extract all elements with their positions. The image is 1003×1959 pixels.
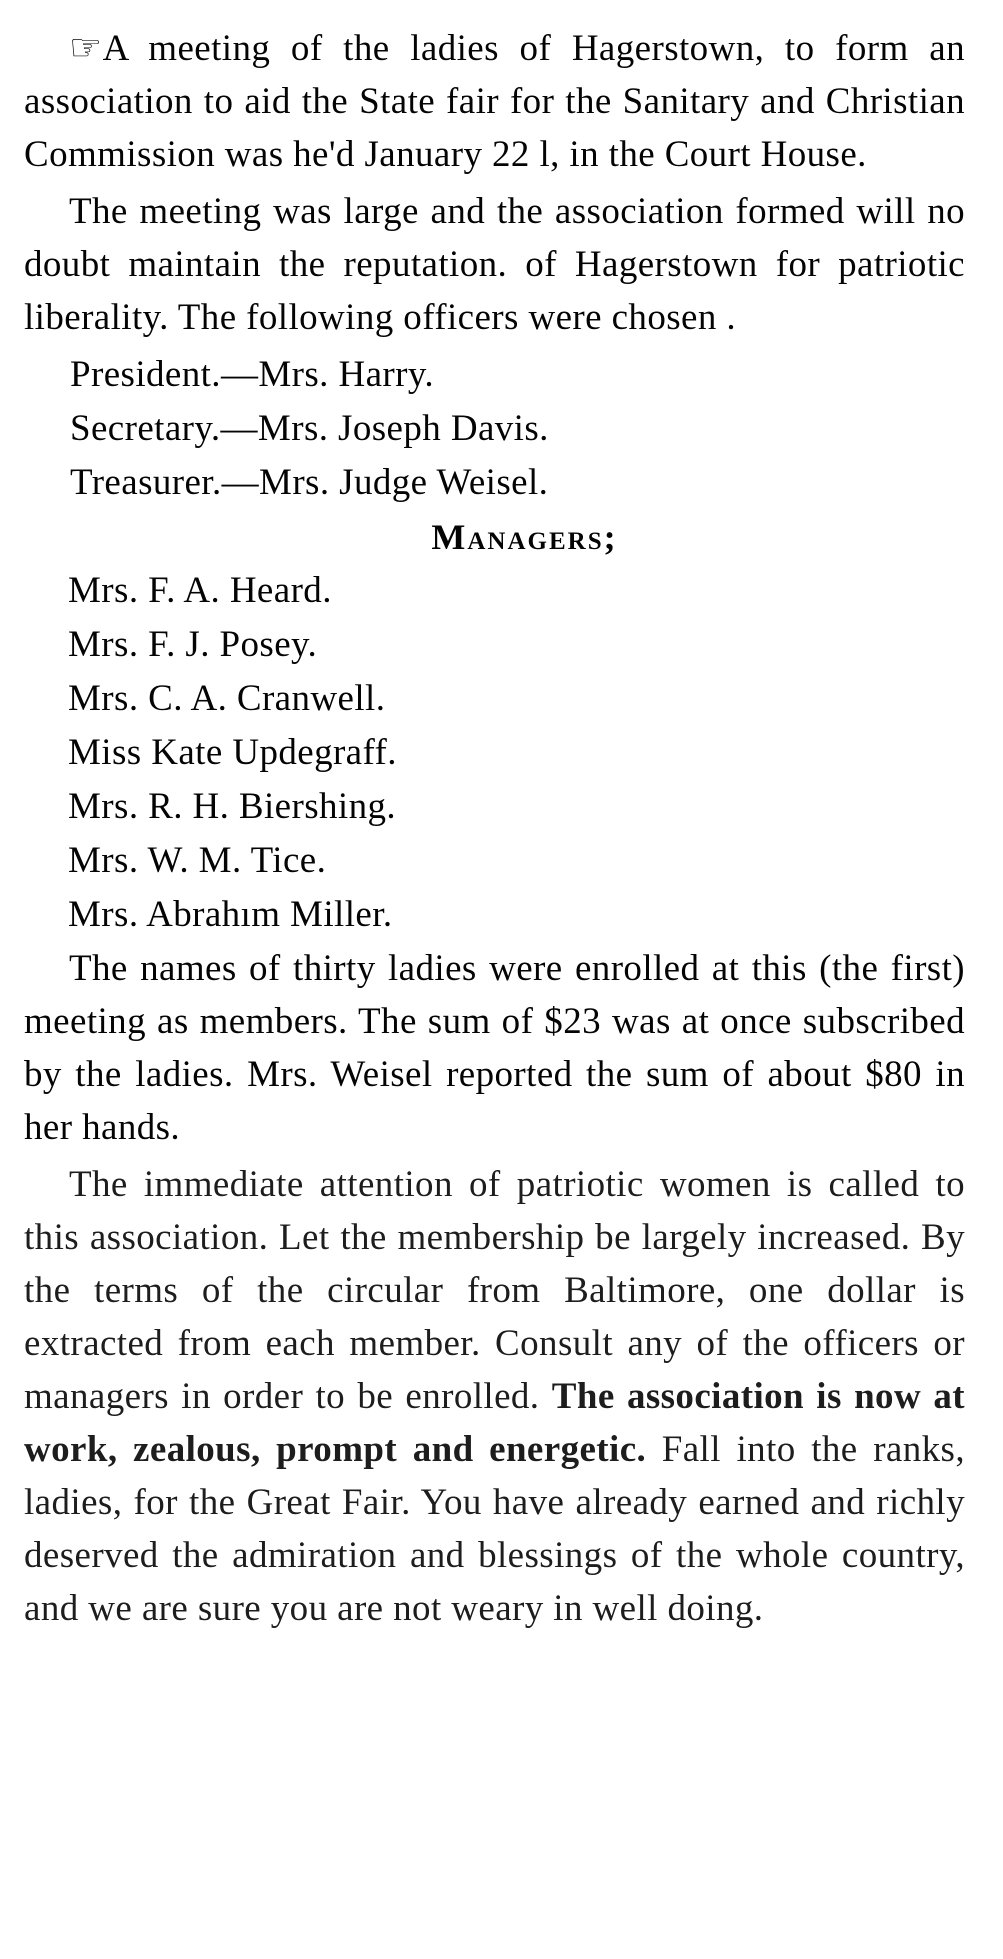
appeal-text-start: The immediate attention of patriotic women is called to this association. Let the membership be largely increased. By the terms of the circular from Baltimore, one dollar is extracted from each member. Consult any of the officers or managers in order to be enrolled. bbox=[24, 1164, 965, 1417]
intro-text: A meeting of the ladies of Hagerstown, to form an association to aid the State fair for the Sanitary and Christian Commission was he'd January 22 l, in the Court House. bbox=[24, 28, 965, 175]
appeal-text-bold: The association is now at work, zealous, prompt and energetic. bbox=[24, 1376, 965, 1470]
manager-item: Mrs. F. A. Heard. bbox=[68, 570, 332, 611]
members-paragraph: The names of thirty ladies were enrolled at this (the first) meeting as members. The sum of $23 was at once subscribed by the ladies. Mrs. Weisel reported the sum of about $80 in her hands. bbox=[24, 948, 965, 1148]
officer-president: President.—Mrs. Harry. bbox=[70, 354, 435, 395]
pointing-hand-icon: ☞ bbox=[69, 28, 103, 69]
officer-treasurer: Treasurer.—Mrs. Judge Weisel. bbox=[70, 462, 549, 503]
manager-item: Miss Kate Updegraff. bbox=[68, 732, 397, 773]
intro-paragraph bbox=[24, 22, 965, 181]
manager-item: Mrs. W. M. Tice. bbox=[68, 840, 327, 881]
officers-list bbox=[24, 348, 965, 510]
managers-list bbox=[24, 564, 965, 942]
manager-item: Mrs. F. J. Posey. bbox=[68, 624, 318, 665]
officer-secretary: Secretary.—Mrs. Joseph Davis. bbox=[70, 408, 549, 449]
managers-heading: Managers; bbox=[431, 517, 618, 557]
meeting-paragraph: The meeting was large and the association formed will no doubt maintain the reputation. of Hagerstown for patriotic liberality. The following officers were chosen . bbox=[24, 191, 965, 338]
manager-item: Mrs. R. H. Biershing. bbox=[68, 786, 397, 827]
manager-item: Mrs. Abrahım Miller. bbox=[68, 894, 393, 935]
manager-item: Mrs. C. A. Cranwell. bbox=[68, 678, 386, 719]
appeal-paragraph bbox=[24, 1158, 965, 1635]
appeal-text-end: Fall into the ranks, ladies, for the Great Fair. You have already earned and richly deserved the admiration and blessings of the whole country, and we are sure you are not weary in well doing. bbox=[24, 1429, 965, 1629]
